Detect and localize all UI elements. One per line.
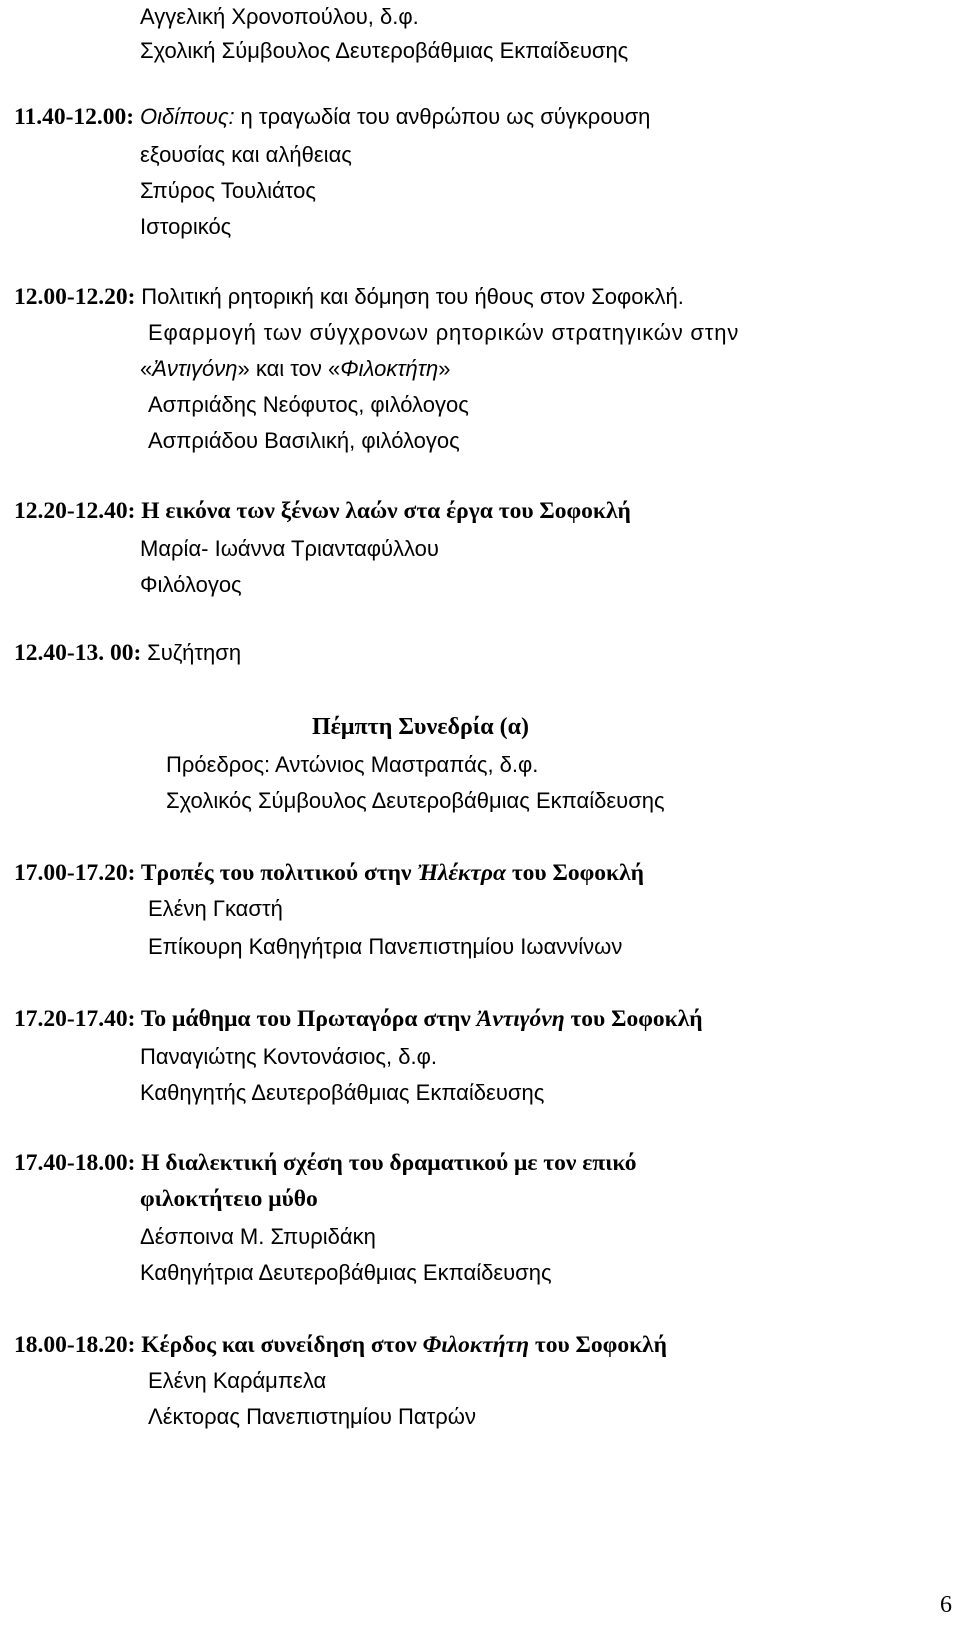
talk5-title-b: του Σοφοκλή <box>511 860 644 886</box>
talk4-title: Συζήτηση <box>147 640 242 665</box>
talk6-work: Ἀντιγόνη <box>476 1006 565 1032</box>
talk7-role: Καθηγήτρια Δευτεροβάθμιας Εκπαίδευσης <box>140 1260 552 1285</box>
talk7-speaker: Δέσποινα Μ. Σπυριδάκη <box>140 1224 376 1249</box>
talk5-work: Ἠλέκτρα <box>417 860 506 886</box>
talk2-title: Πολιτική ρητορική και δόμηση του ήθους στον Σοφοκλή. <box>141 284 684 309</box>
talk7-title: Η διαλεκτική σχέση του δραματικού με τον επικό <box>141 1150 637 1176</box>
talk6-role: Καθηγητής Δευτεροβάθμιας Εκπαίδευσης <box>140 1080 545 1105</box>
talk7-time: 17.40-18.00: <box>14 1150 136 1176</box>
quote-close: » <box>438 356 451 381</box>
intro-role: Σχολική Σύμβουλος Δευτεροβάθμιας Εκπαίδευσης <box>140 38 629 63</box>
talk6-speaker: Παναγιώτης Κοντονάσιος, δ.φ. <box>140 1044 437 1069</box>
talk2-time: 12.00-12.20: <box>14 284 136 310</box>
talk6-title-a: Το μάθημα του Πρωταγόρα στην <box>140 1006 471 1032</box>
talk8-speaker: Ελένη Καράμπελα <box>148 1368 327 1393</box>
talk5-title-a: Τροπές του πολιτικού στην <box>140 860 412 886</box>
quote-open: « <box>140 356 153 381</box>
intro-name: Αγγελική Χρονοπούλου, δ.φ. <box>140 4 419 29</box>
talk2-work2: Φιλοκτήτη <box>340 356 439 381</box>
talk5-speaker: Ελένη Γκαστή <box>148 896 283 921</box>
talk1-title-line2: εξουσίας και αλήθειας <box>140 142 352 167</box>
talk1-title-line <box>14 102 650 132</box>
page-number: 6 <box>940 1592 952 1618</box>
talk6-time: 17.20-17.40: <box>14 1006 136 1032</box>
talk6-title-line <box>14 1004 703 1034</box>
talk2-title-line3 <box>140 354 450 384</box>
talk4-line <box>14 638 241 668</box>
session-heading: Πέμπτη Συνεδρία (α) <box>312 714 530 740</box>
talk1-speaker: Σπύρος Τουλιάτος <box>140 178 316 203</box>
talk5-time: 17.00-17.20: <box>14 860 136 886</box>
talk1-time: 11.40-12.00: <box>14 104 135 130</box>
talk8-title-line <box>14 1330 667 1360</box>
talk2-speaker1: Ασπριάδης Νεόφυτος, φιλόλογος <box>148 392 469 417</box>
talk3-time: 12.20-12.40: <box>14 498 136 524</box>
talk1-title-italic: Οιδίπους: <box>139 104 235 129</box>
talk8-role: Λέκτορας Πανεπιστημίου Πατρών <box>148 1404 476 1429</box>
talk4-time: 12.40-13. 00: <box>14 640 142 666</box>
talk2-work1: Ἀντιγόνη <box>152 356 238 381</box>
talk8-time: 18.00-18.20: <box>14 1332 136 1358</box>
talk7-title-line2: φιλοκτήτειο μύθο <box>140 1186 318 1212</box>
talk2-title-line2: Εφαρμογή των σύγχρονων ρητορικών στρατηγικών στην <box>148 320 740 345</box>
talk2-title-line <box>14 282 684 312</box>
talk1-title: η τραγωδία του ανθρώπου ως σύγκρουση <box>240 104 651 129</box>
talk7-title-line <box>14 1148 637 1178</box>
talk2-speaker2: Ασπριάδου Βασιλική, φιλόλογος <box>148 428 460 453</box>
talk8-work: Φιλοκτήτη <box>422 1332 530 1358</box>
talk1-role: Ιστορικός <box>140 214 232 239</box>
quote-mid: » και τον « <box>237 356 341 381</box>
talk6-title-b: του Σοφοκλή <box>570 1006 703 1032</box>
session-chair: Πρόεδρος: Αντώνιος Μαστραπάς, δ.φ. <box>166 752 539 777</box>
talk8-title-b: του Σοφοκλή <box>534 1332 668 1358</box>
talk3-title: Η εικόνα των ξένων λαών στα έργα του Σοφοκλή <box>141 498 631 524</box>
talk3-title-line <box>14 496 631 526</box>
talk3-speaker: Μαρία- Ιωάννα Τριανταφύλλου <box>140 536 439 561</box>
talk3-role: Φιλόλογος <box>140 572 242 597</box>
talk5-role: Επίκουρη Καθηγήτρια Πανεπιστημίου Ιωαννίνων <box>148 934 623 959</box>
session-chair-role: Σχολικός Σύμβουλος Δευτεροβάθμιας Εκπαίδευσης <box>166 788 665 813</box>
talk8-title-a: Κέρδος και συνείδηση στον <box>141 1332 417 1358</box>
talk5-title-line <box>14 858 644 888</box>
